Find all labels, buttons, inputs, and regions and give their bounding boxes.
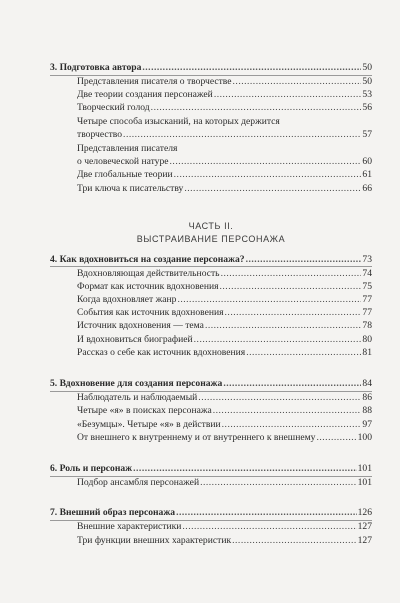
toc-item[interactable]	[77, 76, 372, 88]
toc-item[interactable]	[77, 281, 372, 293]
toc-page-number: 81	[362, 347, 372, 358]
toc-item-label: Наблюдатель и наблюдаемый	[77, 392, 198, 403]
toc-item-label: От внешнего к внутреннему и от внутреннего к внешнему	[77, 432, 316, 443]
toc-item[interactable]	[77, 169, 372, 181]
toc-page-number: 66	[362, 183, 372, 194]
leader-dots	[174, 169, 362, 181]
toc-chapter-label: 3. Подготовка автора	[50, 62, 142, 73]
toc-page-number: 61	[362, 169, 372, 180]
toc-item-label: События как источник вдохновения	[77, 307, 224, 318]
toc-page-number: 88	[362, 405, 372, 416]
toc-item[interactable]	[77, 347, 372, 359]
toc-chapter-4[interactable]	[50, 254, 372, 266]
toc-item[interactable]	[77, 320, 372, 332]
leader-dots	[184, 183, 361, 195]
toc-item-label: «Безумцы». Четыре «я» в действии	[77, 419, 221, 430]
toc-page-number: 77	[362, 307, 372, 318]
leader-dots	[177, 294, 361, 306]
leader-dots	[221, 268, 362, 280]
toc-item-label: Источник вдохновения — тема	[77, 320, 204, 331]
toc-page-number: 101	[357, 463, 372, 474]
toc-chapter-5[interactable]	[50, 378, 372, 390]
toc-page-number: 60	[362, 156, 372, 167]
leader-dots	[194, 334, 362, 346]
leader-dots	[213, 405, 362, 417]
toc-item-label: Формат как источник вдохновения	[77, 281, 219, 292]
toc-item[interactable]	[77, 294, 372, 306]
toc-item[interactable]	[77, 89, 372, 101]
toc-item-label: И вдохновиться биографией	[77, 334, 193, 345]
toc-item-label: творчество	[77, 129, 123, 140]
leader-dots	[214, 89, 362, 101]
leader-dots	[133, 463, 356, 475]
toc-page-number: 74	[362, 268, 372, 279]
leader-dots	[232, 535, 356, 547]
toc-page-number: 53	[362, 89, 372, 100]
toc-item-label-line1: Представления писателя	[77, 143, 178, 154]
toc-item[interactable]	[77, 183, 372, 195]
toc-page-number: 84	[362, 378, 372, 389]
leader-dots	[198, 392, 361, 404]
toc-page-number: 50	[362, 76, 372, 87]
toc-item-label: Подбор ансамбля персонажей	[77, 477, 200, 488]
leader-dots	[246, 254, 362, 266]
leader-dots	[142, 62, 361, 74]
toc-item-label-line1: Четыре способа изысканий, на которых держится	[77, 116, 280, 127]
toc-page-number: 86	[362, 392, 372, 403]
toc-chapter-7[interactable]	[50, 507, 372, 519]
leader-dots	[223, 378, 361, 390]
toc-item[interactable]	[77, 535, 372, 547]
leader-dots	[222, 419, 362, 431]
toc-item[interactable]	[77, 334, 372, 346]
toc-item-label: Вдохновляющая действительность	[77, 268, 220, 279]
leader-dots	[170, 156, 362, 168]
toc-chapter-label: 4. Как вдохновиться на создание персонажа?	[50, 254, 245, 265]
leader-dots	[151, 102, 362, 114]
leader-dots	[220, 281, 362, 293]
toc-item-label: Три ключа к писательству	[77, 183, 184, 194]
toc-chapter-label: 5. Вдохновение для создания персонажа	[50, 378, 223, 389]
leader-dots	[316, 432, 356, 444]
part-heading-number: ЧАСТЬ II.	[188, 221, 234, 231]
toc-page-number: 56	[362, 102, 372, 113]
toc-item-label: Три функции внешних характеристик	[77, 535, 232, 546]
toc-item[interactable]	[77, 307, 372, 319]
leader-dots	[123, 129, 361, 141]
toc-item-label: Когда вдохновляет жанр	[77, 294, 177, 305]
toc-page-number: 97	[362, 419, 372, 430]
toc-item[interactable]	[77, 521, 372, 533]
leader-dots	[176, 507, 357, 519]
toc-item[interactable]	[77, 419, 372, 431]
toc-page-number: 100	[357, 432, 372, 443]
toc-page-number: 126	[357, 507, 372, 518]
toc-item-label: Две глобальные теории	[77, 169, 173, 180]
toc-item[interactable]	[77, 156, 372, 168]
leader-dots	[200, 477, 357, 489]
toc-item-label: Внешние характеристики	[77, 521, 182, 532]
toc-chapter-label: 7. Внешний образ персонажа	[50, 507, 176, 518]
toc-divider	[50, 266, 372, 267]
toc-page-number: 73	[362, 254, 372, 265]
toc-chapter-3[interactable]	[50, 62, 372, 74]
leader-dots	[225, 307, 362, 319]
toc-page-number: 101	[357, 477, 372, 488]
toc-item[interactable]	[77, 102, 372, 114]
toc-chapter-6[interactable]	[50, 463, 372, 475]
leader-dots	[233, 76, 362, 88]
toc-item-label: Две теории создания персонажей	[77, 89, 213, 100]
toc-item-label: о человеческой натуре	[77, 156, 169, 167]
toc-item[interactable]	[77, 432, 372, 444]
toc-item-label: Рассказ о себе как источник вдохновения	[77, 347, 246, 358]
leader-dots	[182, 521, 356, 533]
leader-dots	[205, 320, 361, 332]
toc-chapter-label: 6. Роль и персонаж	[50, 463, 133, 474]
part-heading-title: ВЫСТРАИВАНИЕ ПЕРСОНАЖА	[136, 234, 286, 244]
toc-page-number: 127	[357, 521, 372, 532]
toc-page-number: 77	[362, 294, 372, 305]
leader-dots	[246, 347, 361, 359]
toc-page-number: 80	[362, 334, 372, 345]
toc-item[interactable]	[77, 392, 372, 404]
toc-page-number: 57	[362, 129, 372, 140]
toc-item-label: Творческий голод	[77, 102, 150, 113]
toc-item[interactable]	[77, 268, 372, 280]
toc-item[interactable]	[77, 129, 372, 141]
toc-item[interactable]	[77, 405, 372, 417]
toc-item[interactable]	[77, 477, 372, 489]
toc-item-label: Четыре «я» в поисках персонажа	[77, 405, 212, 416]
toc-page-number: 75	[362, 281, 372, 292]
toc-page-number: 127	[357, 535, 372, 546]
toc-page-number: 78	[362, 320, 372, 331]
toc-page-number: 50	[362, 62, 372, 73]
toc-item-label: Представления писателя о творчестве	[77, 76, 232, 87]
